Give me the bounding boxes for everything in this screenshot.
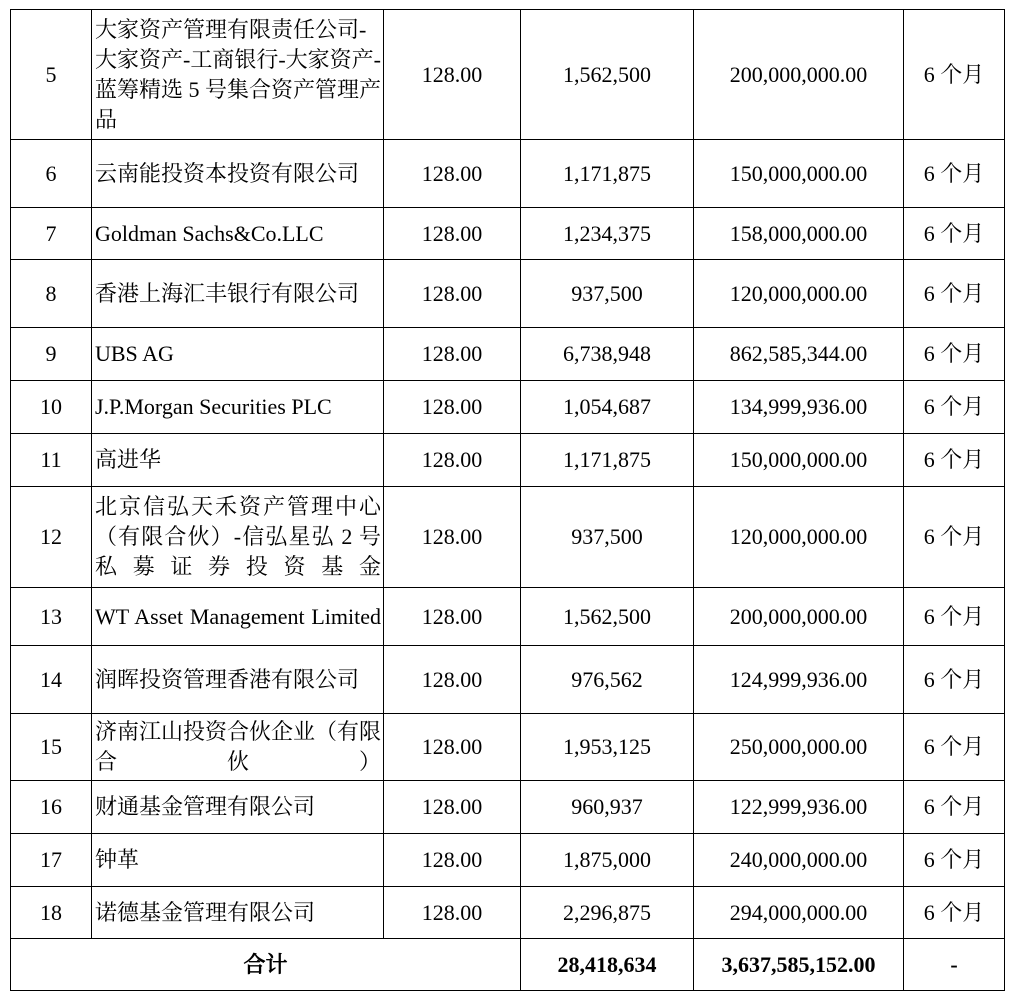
allocated-shares: 1,054,687	[521, 381, 694, 434]
allocated-amount: 158,000,000.00	[694, 208, 904, 260]
issue-price: 128.00	[384, 646, 521, 714]
issue-price: 128.00	[384, 887, 521, 939]
allocated-shares: 1,171,875	[521, 434, 694, 487]
row-number: 9	[11, 328, 92, 381]
lockup-period: 6 个月	[904, 208, 1005, 260]
lockup-period: 6 个月	[904, 140, 1005, 208]
lockup-period: 6 个月	[904, 381, 1005, 434]
row-number: 14	[11, 646, 92, 714]
subscription-allocation-table	[10, 9, 1005, 991]
allocated-amount: 150,000,000.00	[694, 140, 904, 208]
table-row	[11, 588, 1005, 646]
lockup-period: 6 个月	[904, 260, 1005, 328]
issue-price: 128.00	[384, 381, 521, 434]
allocated-shares: 937,500	[521, 260, 694, 328]
subscriber-name: UBS AG	[92, 328, 384, 381]
row-number: 8	[11, 260, 92, 328]
total-lockup: -	[904, 939, 1005, 991]
row-number: 10	[11, 381, 92, 434]
allocated-amount: 150,000,000.00	[694, 434, 904, 487]
table-row	[11, 434, 1005, 487]
table-row	[11, 260, 1005, 328]
lockup-period: 6 个月	[904, 328, 1005, 381]
table-row	[11, 887, 1005, 939]
row-number: 15	[11, 714, 92, 781]
issue-price: 128.00	[384, 588, 521, 646]
allocated-amount: 124,999,936.00	[694, 646, 904, 714]
allocated-shares: 1,875,000	[521, 834, 694, 887]
row-number: 17	[11, 834, 92, 887]
allocated-amount: 200,000,000.00	[694, 588, 904, 646]
allocated-shares: 1,171,875	[521, 140, 694, 208]
lockup-period: 6 个月	[904, 887, 1005, 939]
issue-price: 128.00	[384, 434, 521, 487]
table-row	[11, 381, 1005, 434]
lockup-period: 6 个月	[904, 434, 1005, 487]
table-row	[11, 208, 1005, 260]
row-number: 13	[11, 588, 92, 646]
allocated-amount: 862,585,344.00	[694, 328, 904, 381]
issue-price: 128.00	[384, 487, 521, 588]
allocated-amount: 250,000,000.00	[694, 714, 904, 781]
total-label: 合计	[11, 939, 521, 991]
row-number: 12	[11, 487, 92, 588]
issue-price: 128.00	[384, 834, 521, 887]
row-number: 5	[11, 10, 92, 140]
lockup-period: 6 个月	[904, 834, 1005, 887]
row-number: 6	[11, 140, 92, 208]
allocated-shares: 960,937	[521, 781, 694, 834]
table-row	[11, 328, 1005, 381]
allocated-amount: 200,000,000.00	[694, 10, 904, 140]
subscriber-name: 高进华	[92, 434, 384, 487]
allocated-shares: 2,296,875	[521, 887, 694, 939]
lockup-period: 6 个月	[904, 714, 1005, 781]
lockup-period: 6 个月	[904, 646, 1005, 714]
allocated-amount: 122,999,936.00	[694, 781, 904, 834]
table-row	[11, 10, 1005, 140]
allocated-shares: 1,562,500	[521, 10, 694, 140]
subscriber-name: 大家资产管理有限责任公司-大家资产-工商银行-大家资产-蓝筹精选 5 号集合资产管理产品	[92, 10, 384, 140]
table-row	[11, 781, 1005, 834]
subscriber-name: J.P.Morgan Securities PLC	[92, 381, 384, 434]
allocated-amount: 120,000,000.00	[694, 260, 904, 328]
row-number: 16	[11, 781, 92, 834]
subscriber-name: 诺德基金管理有限公司	[92, 887, 384, 939]
issue-price: 128.00	[384, 328, 521, 381]
row-number: 11	[11, 434, 92, 487]
subscriber-name: 北京信弘天禾资产管理中心（有限合伙）-信弘星弘 2 号私募证券投资基金	[92, 487, 384, 588]
total-amount: 3,637,585,152.00	[694, 939, 904, 991]
allocated-shares: 6,738,948	[521, 328, 694, 381]
allocated-amount: 294,000,000.00	[694, 887, 904, 939]
subscriber-name: Goldman Sachs&Co.LLC	[92, 208, 384, 260]
allocated-shares: 1,953,125	[521, 714, 694, 781]
lockup-period: 6 个月	[904, 781, 1005, 834]
subscriber-name: 香港上海汇丰银行有限公司	[92, 260, 384, 328]
allocated-shares: 976,562	[521, 646, 694, 714]
lockup-period: 6 个月	[904, 588, 1005, 646]
allocated-amount: 120,000,000.00	[694, 487, 904, 588]
table-row	[11, 140, 1005, 208]
subscriber-name: 济南江山投资合伙企业（有限合伙）	[92, 714, 384, 781]
allocated-shares: 1,562,500	[521, 588, 694, 646]
issue-price: 128.00	[384, 10, 521, 140]
issue-price: 128.00	[384, 781, 521, 834]
issue-price: 128.00	[384, 260, 521, 328]
subscriber-name: 云南能投资本投资有限公司	[92, 140, 384, 208]
table-row	[11, 834, 1005, 887]
allocated-amount: 240,000,000.00	[694, 834, 904, 887]
total-shares: 28,418,634	[521, 939, 694, 991]
allocated-amount: 134,999,936.00	[694, 381, 904, 434]
allocated-shares: 937,500	[521, 487, 694, 588]
row-number: 18	[11, 887, 92, 939]
table-row	[11, 714, 1005, 781]
row-number: 7	[11, 208, 92, 260]
lockup-period: 6 个月	[904, 487, 1005, 588]
subscriber-name: 润晖投资管理香港有限公司	[92, 646, 384, 714]
allocated-shares: 1,234,375	[521, 208, 694, 260]
subscriber-name: 财通基金管理有限公司	[92, 781, 384, 834]
lockup-period: 6 个月	[904, 10, 1005, 140]
subscriber-name: 钟革	[92, 834, 384, 887]
table-row	[11, 646, 1005, 714]
issue-price: 128.00	[384, 208, 521, 260]
subscriber-name: WT Asset Management Limited	[92, 588, 384, 646]
total-row	[11, 939, 1005, 991]
issue-price: 128.00	[384, 140, 521, 208]
issue-price: 128.00	[384, 714, 521, 781]
table-row	[11, 487, 1005, 588]
